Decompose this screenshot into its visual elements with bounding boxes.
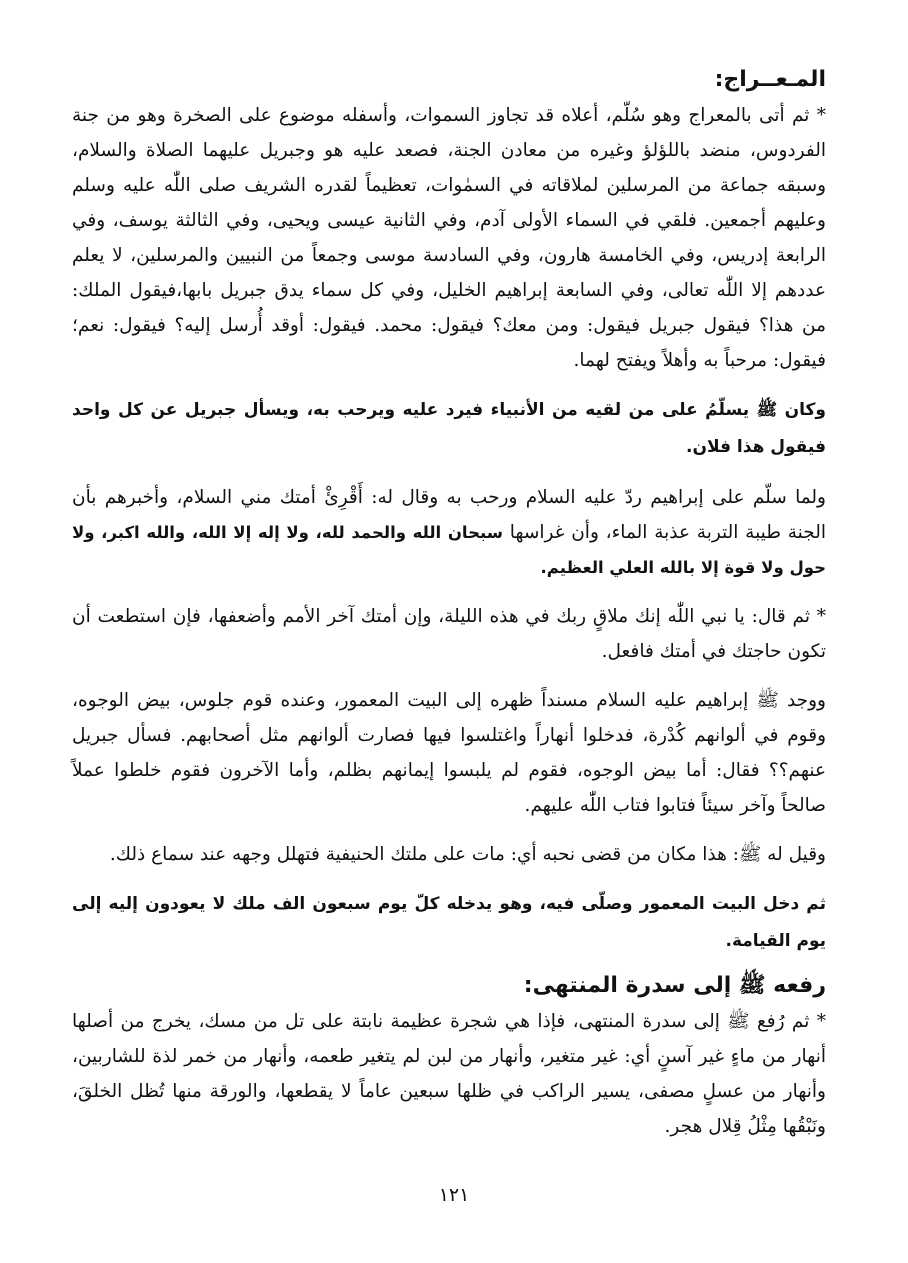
paragraph-entering-bayt-mamur: ثم دخل البيت المعمور وصلّى فيه، وهو يدخله كلّ يوم سبعون الف ملك لا يعودون إليه إلى يوم القيامة. bbox=[72, 894, 826, 951]
ibrahim-greeting-text: ولما سلّم على إبراهيم ردّ عليه السلام ورحب به وقال له: أَقْرِئْ أمتك مني السلام، وأخبرهم بأن الجنة طيبة التربة عذبة الماء، وأن غراسها bbox=[72, 487, 826, 543]
page-number: ١٢١ bbox=[438, 1184, 470, 1206]
section-heading-sidrat-al-muntaha: رفعه ﷺ إلى سدرة المنتهى: bbox=[523, 973, 826, 998]
paragraph-greeting-prophets: وكان ﷺ يسلّمُ على من لقيه من الأنبياء فيرد عليه ويرحب به، ويسأل جبريل عن كل واحد فيقول هذا فلان. bbox=[72, 400, 826, 457]
paragraph-ibrahim-greeting bbox=[72, 480, 826, 585]
paragraph-place-of-martyrs: وقيل له ﷺ: هذا مكان من قضى نحبه أي: مات على ملتك الحنيفية فتهلل وجهه عند سماع ذلك. bbox=[109, 844, 826, 865]
page-content bbox=[72, 62, 826, 1144]
paragraph-bayt-mamur: ووجد ﷺ إبراهيم عليه السلام مسنداً ظهره إلى البيت المعمور، وعنده قوم جلوس، بيض الوجوه، وقوم في ألوانهم كُدْرة، فدخلوا أنهاراً واغتلسوا فيها فصارت ألوانهم مثل أصحابهم. فسأل جبريل عنهم؟؟ فقال: أما بيض الوجوه، فقوم لم يلبسوا إيمانهم بظلم، وأما الآخرون فقوم خلطوا عملاً صالحاً وآخر سيئاً فتابوا فتاب اللّٰه عليهم. bbox=[72, 690, 826, 816]
paragraph-sidrat-al-muntaha: * ثم رُفع ﷺ إلى سدرة المنتهى، فإذا هي شجرة عظيمة نابتة على تل من مسك، يخرج من أصلها أنهار من ماءٍ غير آسنٍ أي: غير متغير، وأنهار من لبن لم يتغير طعمه، وأنهار من خمر لذة للشاربين، وأنهار من عسلٍ مصفى، يسير الراكب في ظلها سبعين عاماً لا يقطعها، والورقة منها تُظل الخلقَ، ونَبْقُها مِثْلُ قِلال هجر. bbox=[72, 1011, 826, 1137]
paragraph-ibrahim-advice: * ثم قال: يا نبي اللّٰه إنك ملاقٍ ربك في هذه الليلة، وإن أمتك آخر الأمم وأضعفها، فإن استطعت أن تكون حاجتك في أمتك فافعل. bbox=[72, 606, 826, 662]
section-heading-miraj: المـعــراج: bbox=[714, 67, 826, 92]
ibrahim-greeting-dhikr: سبحان الله والحمد لله، ولا إله إلا الله، والله اكبر، ولا حول ولا قوة إلا بالله العلي العظيم. bbox=[72, 523, 826, 577]
paragraph-miraj-ascent: * ثم أتى بالمعراج وهو سُلّم، أعلاه قد تجاوز السموات، وأسفله موضوع على الصخرة وهو من جنة الفردوس، منضد باللؤلؤ وغيره من معادن الجنة، فصعد عليه هو وجبريل عليهما الصلاة والسلام، وسبقه جماعة من المرسلين لملاقاته في السمٰوات، تعظيماً لقدره الشريف صلى اللّٰه عليه وسلم وعليهم أجمعين. فلقي في السماء الأولى آدم، وفي الثانية عيسى ويحيى، وفي الثالثة يوسف، وفي الرابعة إدريس، وفي الخامسة هارون، وفي السادسة موسى وجمعاً من النبيين والمرسلين، لا يعلم عددهم إلا اللّٰه تعالى، وفي السابعة إبراهيم الخليل، وفي كل سماء يدق جبريل بابها،فيقول الملك: من هذا؟ فيقول جبريل فيقول: ومن معك؟ فيقول: محمد. فيقول: أوقد أُرسل إليه؟ فيقول: نعم؛ فيقول: مرحباً به وأهلاً ويفتح لهما. bbox=[72, 105, 826, 371]
